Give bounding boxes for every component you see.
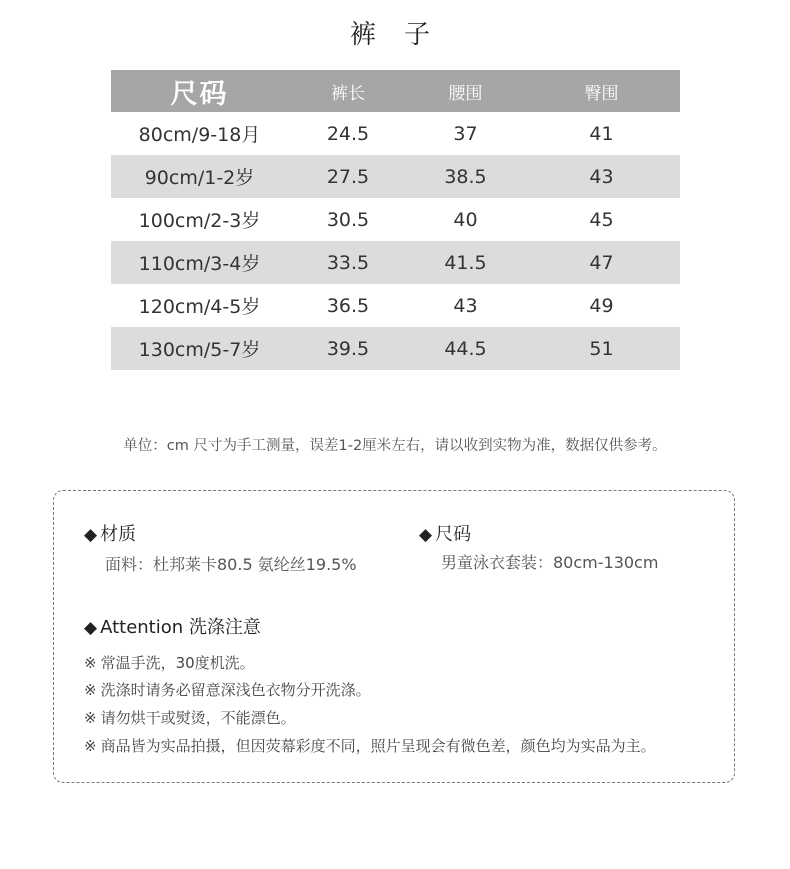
cell-hip: 49 <box>589 294 614 317</box>
material-heading-label: 材质 <box>100 524 137 545</box>
diamond-icon: ◆ <box>84 525 98 545</box>
care-item <box>84 679 371 700</box>
care-item-text: 常温手洗，30度机洗。 <box>100 654 255 672</box>
cell-pants-length: 27.5 <box>288 155 408 198</box>
care-heading-label: Attention 洗涤注意 <box>100 617 261 638</box>
header-hip: 臀围 <box>523 70 680 112</box>
care-item <box>84 735 656 756</box>
reference-mark-icon: ※ <box>84 654 97 672</box>
care-item <box>84 652 255 673</box>
table-row <box>111 241 680 284</box>
size-text: 男童泳衣套装：80cm-130cm <box>441 553 659 572</box>
reference-mark-icon: ※ <box>84 709 97 727</box>
care-item-text: 商品皆为实品拍摄，但因荧幕彩度不同，照片呈现会有微色差，颜色均为实品为主。 <box>100 737 656 755</box>
table-row <box>111 198 680 241</box>
cell-waist: 41.5 <box>408 241 523 284</box>
header-size: 尺码 <box>111 70 288 112</box>
cell-size: 80cm/9-18月 <box>138 124 261 146</box>
table-row <box>111 327 680 370</box>
cell-pants-length: 30.5 <box>326 208 370 231</box>
table-row <box>111 112 680 155</box>
page-title: 裤 子 <box>349 20 441 50</box>
material-heading <box>84 520 136 546</box>
material-text: 面料：杜邦莱卡80.5 氨纶丝19.5% <box>105 555 357 574</box>
cell-pants-length: 39.5 <box>288 327 408 370</box>
measurement-note: 单位：cm 尺寸为手工测量，误差1-2厘米左右，请以收到实物为准，数据仅供参考。 <box>123 438 667 454</box>
cell-size: 110cm/3-4岁 <box>111 241 288 284</box>
care-item-text: 洗涤时请务必留意深浅色衣物分开洗涤。 <box>100 681 371 699</box>
cell-size: 120cm/4-5岁 <box>138 296 261 318</box>
care-heading <box>84 613 261 639</box>
size-heading-label: 尺码 <box>435 524 472 545</box>
cell-hip: 47 <box>523 241 680 284</box>
reference-mark-icon: ※ <box>84 737 97 755</box>
header-waist: 腰围 <box>408 70 523 112</box>
cell-waist: 38.5 <box>408 155 523 198</box>
info-box <box>53 490 735 783</box>
cell-waist: 40 <box>453 208 478 231</box>
cell-hip: 43 <box>523 155 680 198</box>
header-pants-length: 裤长 <box>288 70 408 112</box>
care-item <box>84 707 296 728</box>
size-heading <box>419 520 471 546</box>
cell-pants-length: 33.5 <box>288 241 408 284</box>
cell-waist: 37 <box>453 122 478 145</box>
care-item-text: 请勿烘干或熨烫，不能漂色。 <box>100 709 296 727</box>
reference-mark-icon: ※ <box>84 681 97 699</box>
cell-hip: 45 <box>589 208 614 231</box>
table-row <box>111 284 680 327</box>
cell-waist: 43 <box>453 294 478 317</box>
table-row <box>111 155 680 198</box>
cell-waist: 44.5 <box>408 327 523 370</box>
cell-pants-length: 24.5 <box>326 122 370 145</box>
cell-pants-length: 36.5 <box>326 294 370 317</box>
cell-size: 90cm/1-2岁 <box>111 155 288 198</box>
cell-hip: 51 <box>523 327 680 370</box>
diamond-icon: ◆ <box>419 525 433 545</box>
size-table <box>111 70 680 370</box>
cell-size: 100cm/2-3岁 <box>138 210 261 232</box>
table-header-row <box>111 70 680 112</box>
cell-size: 130cm/5-7岁 <box>111 327 288 370</box>
diamond-icon: ◆ <box>84 618 98 638</box>
cell-hip: 41 <box>589 122 614 145</box>
